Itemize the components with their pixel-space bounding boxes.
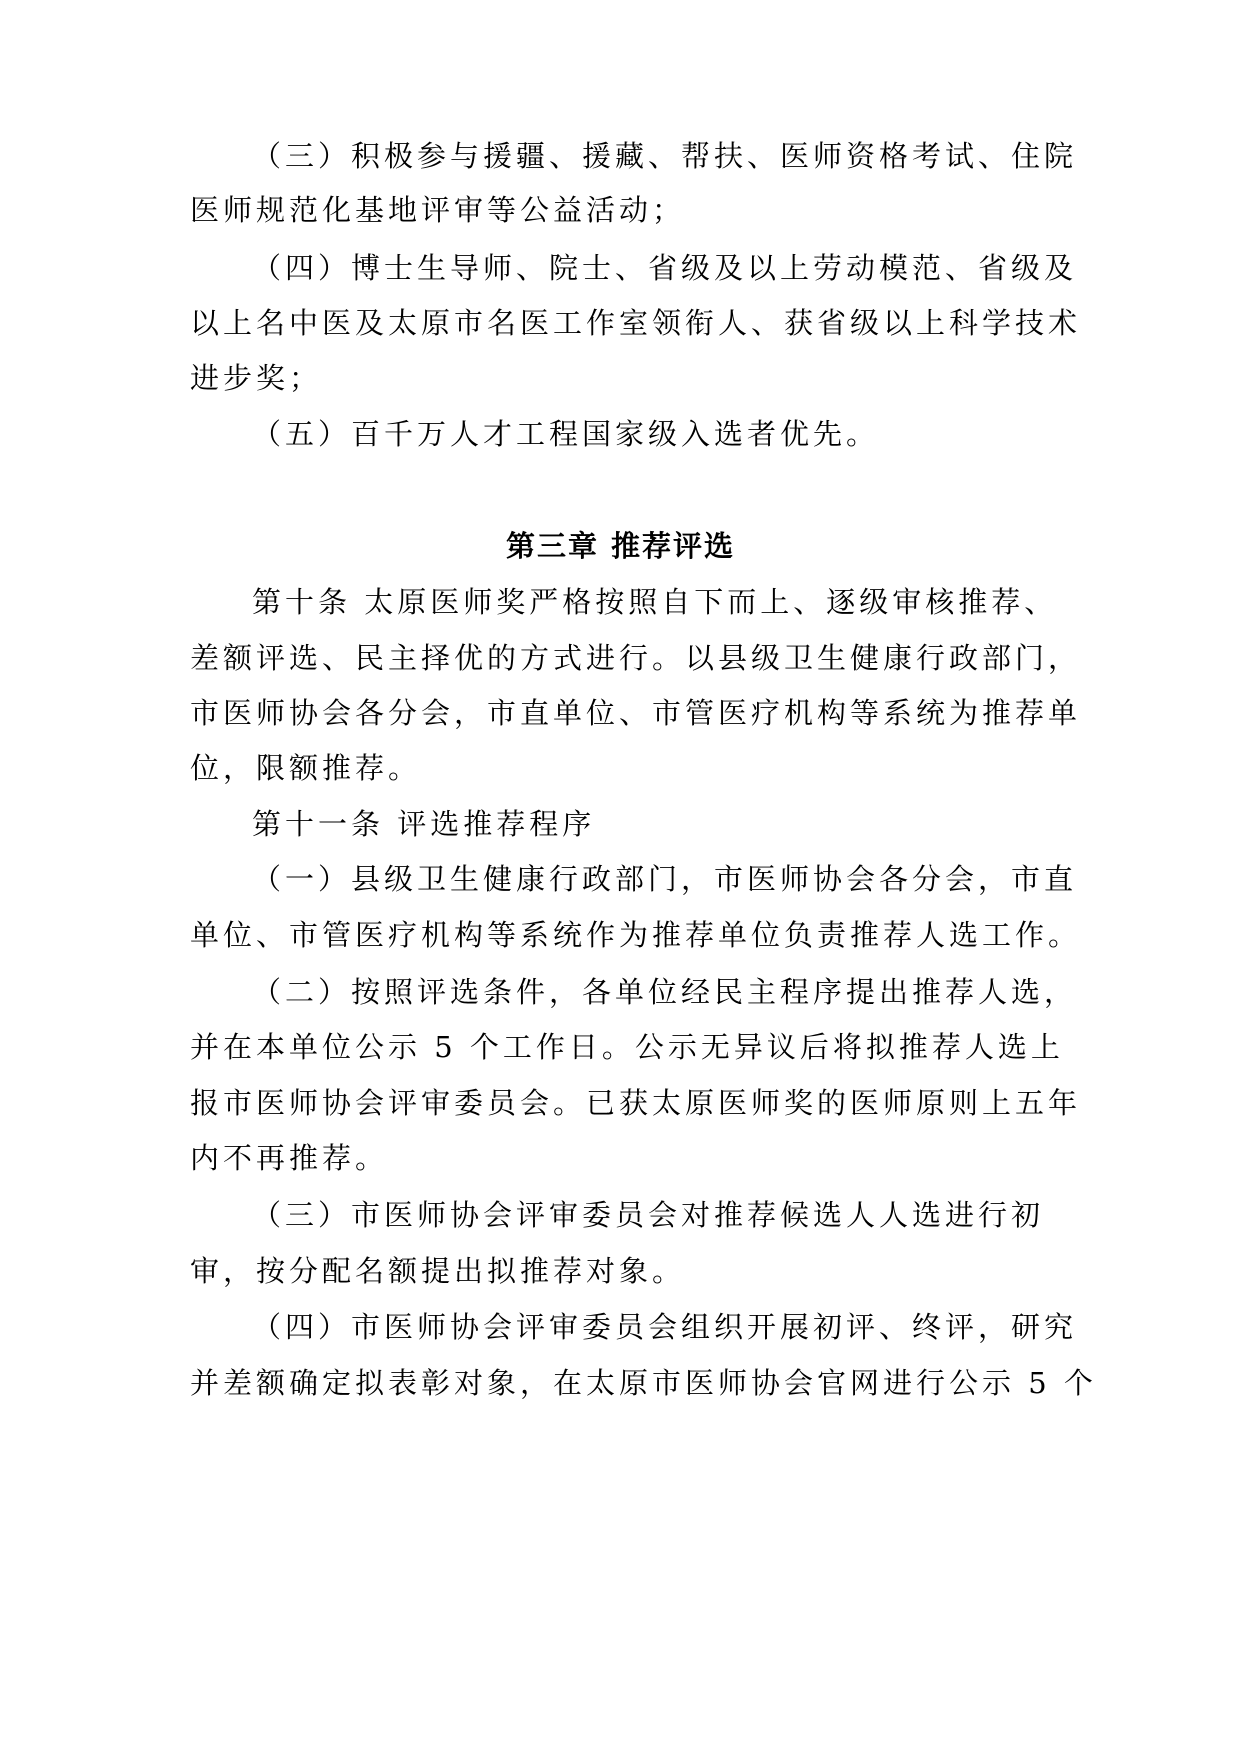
paragraph-line: 进步奖； — [190, 361, 323, 395]
article-line: （四）市医师协会评审委员会组织开展初评、终评，研究 — [252, 1310, 1078, 1344]
paragraph-line: （四）博士生导师、院士、省级及以上劳动模范、省级及 — [252, 251, 1078, 285]
paragraph-line: 医师规范化基地评审等公益活动； — [190, 193, 686, 227]
article-line: 第十条 太原医师奖严格按照自下而上、逐级审核推荐、 — [252, 585, 1058, 619]
chapter-heading: 第三章 推荐评选 — [505, 529, 736, 563]
article-line: 市医师协会各分会，市直单位、市管医疗机构等系统为推荐单 — [190, 696, 1082, 730]
article-line: 位，限额推荐。 — [190, 751, 422, 785]
paragraph-line: （五）百千万人才工程国家级入选者优先。 — [252, 417, 880, 451]
article-line: 并差额确定拟表彰对象，在太原市医师协会官网进行公示 5 个 — [190, 1366, 1097, 1400]
article-line: 差额评选、民主择优的方式进行。以县级卫生健康行政部门， — [190, 641, 1082, 675]
article-line: （三）市医师协会评审委员会对推荐候选人人选进行初 — [252, 1198, 1045, 1232]
article-line: 单位、市管医疗机构等系统作为推荐单位负责推荐人选工作。 — [190, 918, 1082, 952]
article-line: 第十一条 评选推荐程序 — [252, 807, 596, 841]
article-line: 内不再推荐。 — [190, 1141, 389, 1175]
article-line: （二）按照评选条件，各单位经民主程序提出推荐人选， — [252, 975, 1078, 1009]
article-line: 审，按分配名额提出拟推荐对象。 — [190, 1254, 686, 1288]
paragraph-line: 以上名中医及太原市名医工作室领衔人、获省级以上科学技术 — [190, 306, 1082, 340]
article-line: （一）县级卫生健康行政部门，市医师协会各分会，市直 — [252, 862, 1078, 896]
article-line: 并在本单位公示 5 个工作日。公示无异议后将拟推荐人选上 — [190, 1030, 1064, 1064]
article-line: 报市医师协会评审委员会。已获太原医师奖的医师原则上五年 — [190, 1086, 1082, 1120]
paragraph-line: （三）积极参与援疆、援藏、帮扶、医师资格考试、住院 — [252, 139, 1078, 173]
